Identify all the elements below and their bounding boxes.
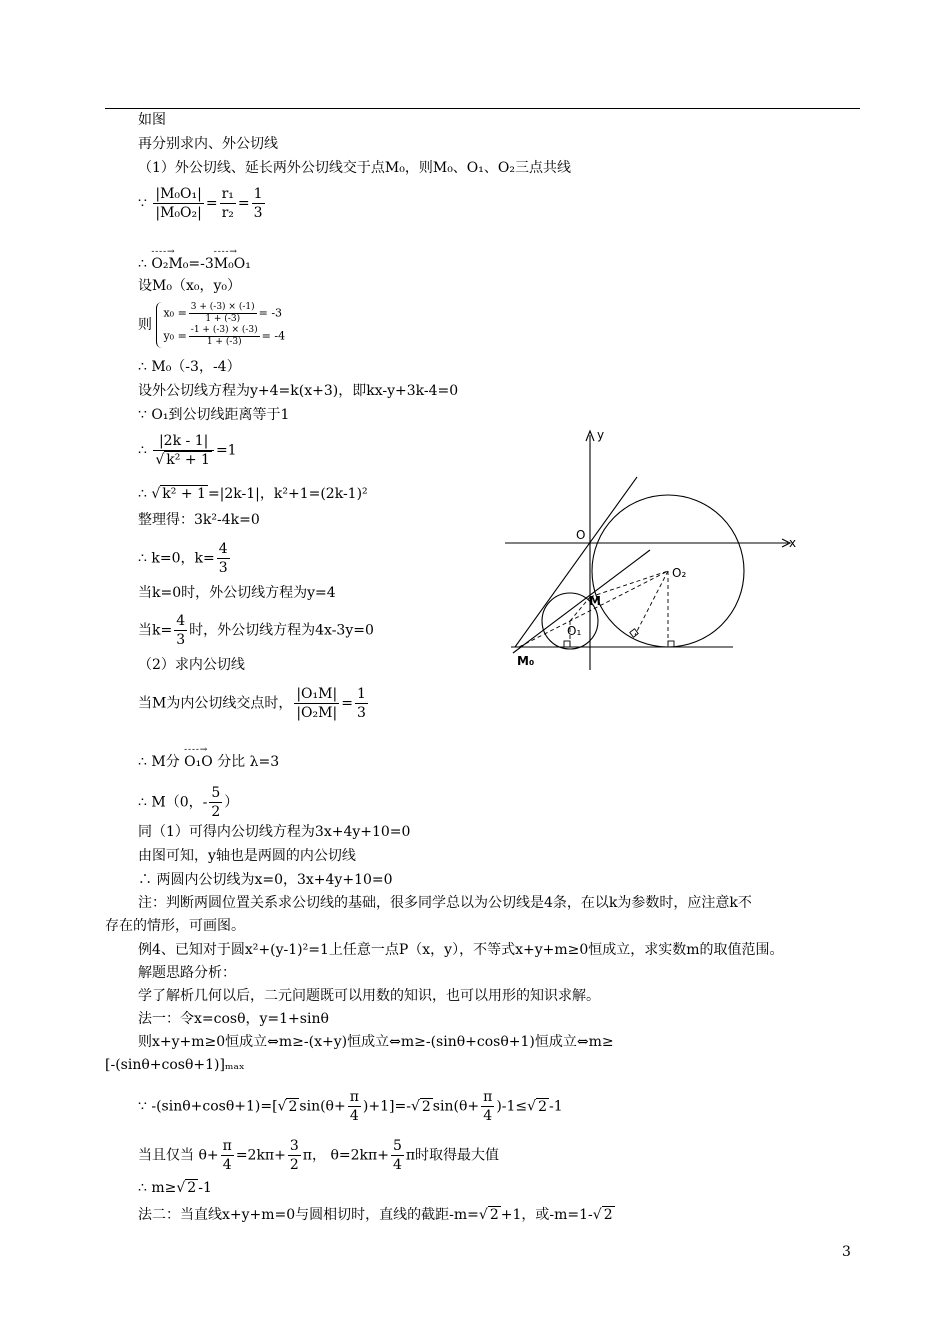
text-line: 整理得：3k²-4k=0 [138,512,260,528]
label-o: O [576,528,586,542]
text-line: 再分别求内、外公切线 [138,136,278,152]
equation-line: 当且仅当 θ+ $\frac{\pi}{4}$ =2kπ+ $\frac{3}{2}$ π， θ=2kπ+ $\frac{5}{4}$ π时取得最大值 [138,1138,500,1173]
label-o1: O₁ [567,624,582,638]
text-line: 同（1）可得内公切线方程为3x+4y+10=0 [138,824,411,840]
right-angle-mark [668,641,674,647]
text-line: 当k=0时，外公切线方程为y=4 [138,585,336,601]
equation-line: ∴ M分 - - - - → O₁O 分比 λ=3 [138,746,279,772]
text-line: 学了解析几何以后，二元问题既可以用数的知识，也可以用形的知识求解。 [138,988,600,1004]
label-x: x [789,536,797,550]
text-line: （1）外公切线、延长两外公切线交于点M₀，则M₀、O₁、O₂三点共线 [138,160,571,176]
text-line: ∵ O₁到公切线距离等于1 [138,407,290,423]
right-angle-mark [564,641,570,647]
tangent-slanted [515,477,637,647]
text-line: 设外公切线方程为y+4=k(x+3)，即kx-y+3k-4=0 [138,383,459,399]
fraction: $\frac{\text{r₁}}{\text{r₂}}$ [221,186,234,221]
label-y: y [597,428,605,442]
text-line: （2）求内公切线 [138,657,245,673]
equation-system: 则 x₀ = $\frac{3 + (-3) \times (-1)}{1 + (-3)}$ = -3 y₀ = $\frac{-1 + (-3) \times (-3)}{1 + (-3)}$ = -4 [138,302,286,347]
text-line: [-(sinθ+cosθ+1)]ₘₐₓ [105,1057,245,1073]
equation-vector: ∴ - - - - → O₂M₀=-3- - - - → M₀O₁ [138,248,251,274]
text-line: 设M₀（x₀，y₀） [138,278,241,294]
equation-line: 法二：当直线x+y+m=0与圆相切时，直线的截距-m=√ 2 +1，或-m=1-√ 2 [138,1207,613,1223]
tangent-internal [513,550,650,653]
line-o1-m [570,597,590,621]
text-line: 则x+y+m≥0恒成立⇔m≥-(x+y)恒成立⇔m≥-(sinθ+cosθ+1)恒成立⇔m≥ [138,1034,614,1050]
equation-ratio: ∵ $\frac{\text{|M₀O₁|}}{\text{|M₀O₂|}}$ = $\frac{\text{r₁}}{\text{r₂}}$ = $\frac{1}{3}$ [138,186,263,221]
label-m0: M₀ [517,654,535,668]
equation-line: ∵ -(sinθ+cosθ+1)=[√ 2 sin(θ+ $\frac{\pi}{4}$ )+1]=-√ 2 sin(θ+ $\frac{\pi}{4}$ )-1≤√ 2 -1 [138,1089,563,1124]
text-line: 解题思路分析： [138,965,236,981]
line-m-o2 [590,571,668,597]
equation-distance: ∴ $\frac{|2k - 1|}{\text{√ k² + 1}}$ =1 [138,433,237,468]
equation-line: ∴ m≥√ 2 -1 [138,1180,212,1196]
text-line: 由图可知，y轴也是两圆的内公切线 [138,848,356,864]
equation-line: 当k= $\frac{4}{3}$ 时，外公切线方程为4x-3y=0 [138,613,374,648]
fraction: $\frac{1}{3}$ [253,186,263,221]
header-rule [105,108,860,109]
tangent-circles-figure [505,425,800,675]
text-line: 例4、已知对于圆x²+(y-1)²=1上任意一点P（x，y），不等式x+y+m≥0恒成立，求实数m的取值范围。 [138,942,784,958]
text-line: 注：判断两圆位置关系求公切线的基础，很多同学总以为公切线是4条，在以k为参数时，应注意k不 [138,895,752,911]
label-o2: O₂ [672,566,687,580]
brace-system: x₀ = $\frac{3 + (-3) \times (-1)}{1 + (-3)}$ = -3 y₀ = $\frac{-1 + (-3) \times (-3)}{1 + (-3)}$ = -4 [156,302,285,348]
fraction: $\frac{\text{|M₀O₁|}}{\text{|M₀O₂|}}$ [155,186,202,221]
equation-line: ∴ √ k² + 1 =|2k-1|，k²+1=(2k-1)² [138,486,368,502]
equation-line: 当M为内公切线交点时， $\frac{\text{|O₁M|}}{\text{|O₂M|}}$ = $\frac{1}{3}$ [138,686,366,721]
text-line: 如图 [138,112,166,128]
equation-line: ∴ k=0，k= $\frac{4}{3}$ [138,541,228,576]
page-number: 3 [842,1244,851,1260]
text-line: 法一：令x=cosθ，y=1+sinθ [138,1011,329,1027]
text-line: ∴ 两圆内公切线为x=0，3x+4y+10=0 [138,872,393,888]
equation-line: ∴ M（0，- $\frac{5}{2}$ ） [138,785,239,820]
text-line: ∴ M₀（-3，-4） [138,359,241,375]
right-angle-mark [630,629,638,637]
label-m: M [589,594,601,608]
text-line: 存在的情形，可画图。 [105,918,245,934]
